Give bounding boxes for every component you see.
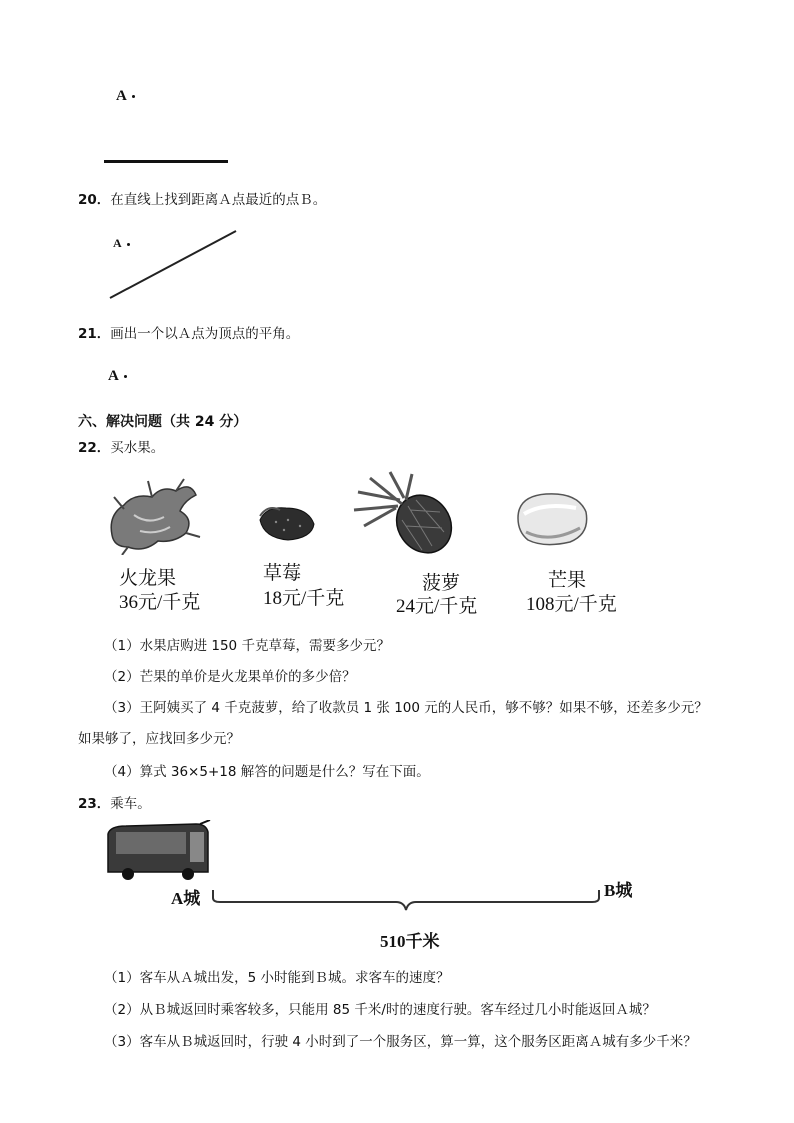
mango-icon	[514, 488, 592, 550]
dragon-fruit-icon	[104, 475, 204, 555]
question-20: 20．在直线上找到距离Ａ点最近的点Ｂ。	[78, 192, 327, 208]
point-a-dot	[124, 375, 127, 378]
fruit-name: 菠萝	[422, 573, 461, 594]
question-text: 乘车。	[110, 796, 151, 812]
question-text: 买水果。	[110, 440, 165, 456]
point-a-dot	[132, 95, 135, 98]
point-a-label: A	[108, 368, 127, 385]
bus-icon	[104, 820, 212, 880]
pineapple-icon	[350, 470, 460, 560]
section-title: 六、解决问题（共 24 分）	[78, 414, 248, 430]
question-number: 21	[78, 326, 97, 342]
question-text: 在直线上找到距离Ａ点最近的点Ｂ。	[110, 192, 327, 208]
question-23: 23．乘车。	[78, 796, 151, 812]
fruit-price: 36元/千克	[119, 592, 201, 613]
question-21: 21．画出一个以Ａ点为顶点的平角。	[78, 326, 300, 342]
line-segment	[104, 160, 228, 163]
strawberry-icon	[256, 500, 318, 542]
fruit-price: 24元/千克	[396, 596, 478, 617]
sub-question: （3）客车从Ｂ城返回时，行驶 4 小时到了一个服务区，算一算，这个服务区距离Ａ城有多少千米？	[104, 1034, 697, 1050]
distance-brace	[210, 888, 602, 924]
fruit-name: 芒果	[548, 570, 587, 591]
question-text: 画出一个以Ａ点为顶点的平角。	[110, 326, 300, 342]
question-number: 20	[78, 192, 97, 208]
point-a-label: A	[113, 236, 130, 251]
sub-question-cont: 如果够了，应找回多少元？	[78, 731, 240, 747]
question-22: 22．买水果。	[78, 440, 165, 456]
question-number: 22	[78, 440, 97, 456]
sub-question: （2）芒果的单价是火龙果单价的多少倍？	[104, 669, 356, 685]
sub-question: （1）客车从Ａ城出发，5 小时能到Ｂ城。求客车的速度？	[104, 970, 450, 986]
fruit-name: 火龙果	[119, 568, 177, 589]
fruit-price: 108元/千克	[526, 594, 617, 615]
distance-label: 510千米	[380, 932, 440, 951]
sub-question: （3）王阿姨买了 4 千克菠萝，给了收款员 1 张 100 元的人民币，够不够？如果不够，还差多少元？	[104, 700, 708, 716]
sub-question: （1）水果店购进 150 千克草莓，需要多少元？	[104, 638, 390, 654]
straight-line	[100, 225, 245, 305]
fruit-price: 18元/千克	[263, 588, 345, 609]
question-number: 23	[78, 796, 97, 812]
sub-question: （2）从Ｂ城返回时乘客较多，只能用 85 千米/时的速度行驶。客车经过几小时能返回Ａ城？	[104, 1002, 656, 1018]
fruit-name: 草莓	[263, 563, 302, 584]
city-a-label: A城	[171, 889, 201, 908]
city-b-label: B城	[604, 881, 633, 900]
point-a-label: A	[116, 88, 135, 105]
sub-question: （4）算式 36×5+18 解答的问题是什么？写在下面。	[104, 764, 430, 780]
